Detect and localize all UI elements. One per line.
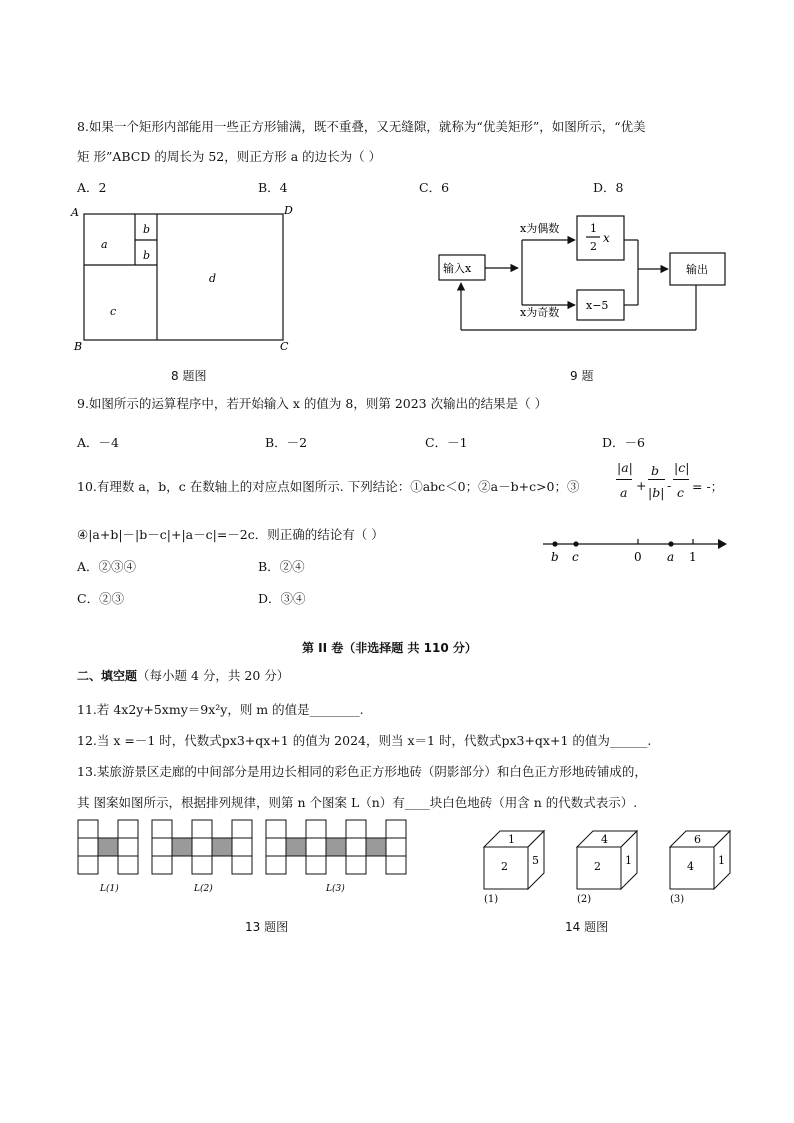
flow-half-denominator: 2 [590, 240, 597, 253]
flow-input-label: 输入x [443, 262, 472, 275]
corner-a-label: A [71, 206, 79, 219]
q10-frac2-bar [648, 479, 665, 480]
q9-option-c: C．－1 [425, 435, 468, 450]
flow-minus5-label: x−5 [586, 299, 609, 312]
point-one-label: 1 [689, 550, 697, 564]
q10-frac1-bar [616, 479, 632, 480]
q10-line1: 10.有理数 a，b，c 在数轴上的对应点如图所示. 下列结论：①abc＜0；②a－b+c>0；③ [77, 479, 580, 494]
q10-option-c: C．②③ [77, 591, 125, 606]
flow-output-label: 输出 [686, 263, 708, 276]
q8-option-a: A．2 [77, 180, 107, 195]
pattern-l1-label: L(1) [100, 884, 119, 894]
cube1-side-number: 5 [532, 854, 539, 867]
q10-line2: ④|a+b|－|b－c|+|a－c|=－2c．则正确的结论有（ ） [77, 527, 384, 542]
q9-option-d: D．－6 [602, 435, 645, 450]
q9-figure-caption: 9 题 [570, 369, 594, 383]
q9-option-a: A．－4 [77, 435, 119, 450]
section2-heading: 二、填空题 [77, 669, 138, 683]
corner-b-label: B [74, 340, 83, 353]
cube2-front-number: 2 [594, 860, 601, 873]
q10-frac3-den: c [677, 485, 685, 500]
q10-number-line [538, 532, 730, 568]
q10-frac2-num: b [651, 463, 660, 478]
square-c-label: c [110, 305, 117, 318]
q8-option-d: D．8 [593, 180, 624, 195]
point-zero-label: 0 [634, 550, 642, 564]
cube3-label: (3) [670, 894, 685, 905]
q8-option-b: B．4 [258, 180, 288, 195]
q9-option-b: B．－2 [265, 435, 308, 450]
q10-frac2-den: |b| [648, 485, 665, 500]
q9-text: 9.如图所示的运算程序中，若开始输入 x 的值为 8，则第 2023 次输出的结果是（ ） [77, 396, 548, 411]
cube3-side-number: 1 [718, 854, 725, 867]
cube2-label: (2) [577, 894, 592, 905]
q10-option-d: D．③④ [258, 591, 306, 606]
flow-half-variable: x [603, 231, 610, 245]
q10-plus: + [636, 478, 647, 493]
flow-odd-label: x为奇数 [520, 306, 560, 319]
q9-flowchart-figure [430, 208, 740, 338]
q8-line2: 矩 形”ABCD 的周长为 52，则正方形 a 的边长为（ ） [77, 149, 382, 164]
pattern-l2-label: L(2) [194, 884, 213, 894]
q8-figure-caption: 8 题图 [171, 369, 207, 383]
point-c-label: c [572, 550, 579, 564]
section2-heading-row [77, 666, 289, 684]
q13-line2: 其 图案如图所示，根据排列规律，则第 n 个图案 L（n）有____块白色地砖（用含 n 的代数式表示）. [77, 795, 638, 810]
q10-frac3-num: |c| [674, 460, 690, 475]
q13-figure-caption: 13 题图 [245, 920, 289, 934]
cube1-front-number: 2 [501, 860, 508, 873]
square-b1-label: b [143, 223, 151, 236]
cube2-top-number: 4 [601, 833, 608, 846]
square-a-label: a [101, 238, 108, 251]
q10-frac1-num: |a| [617, 460, 633, 475]
q11-text: 11.若 4x2y+5xmy＝9x²y，则 m 的值是________. [77, 702, 364, 717]
flow-half-numerator: 1 [590, 222, 597, 235]
q10-option-a: A．②③④ [77, 559, 137, 574]
q10-frac1-den: a [620, 485, 628, 500]
flow-even-label: x为偶数 [520, 222, 560, 235]
q8-option-c: C．6 [419, 180, 450, 195]
cube3-top-number: 6 [694, 833, 701, 846]
q8-rectangle-figure [65, 200, 305, 360]
corner-c-label: C [280, 340, 289, 353]
q13-tile-figure [74, 815, 410, 897]
q14-figure-caption: 14 题图 [565, 920, 609, 934]
section2-heading-note: （每小题 4 分，共 20 分） [137, 668, 290, 683]
square-b2-label: b [143, 249, 151, 262]
q12-text: 12.当 x =－1 时，代数式px3+qx+1 的值为 2024，则当 x＝1 时，代数式px3+qx+1 的值为______. [77, 733, 652, 748]
q14-cubes-figure [470, 823, 740, 905]
pattern-l3-label: L(3) [326, 884, 345, 894]
corner-d-label: D [284, 204, 293, 217]
q10-frac3-bar [673, 479, 689, 480]
point-a-label: a [667, 550, 675, 564]
square-d-label: d [209, 272, 217, 285]
cube1-top-number: 1 [508, 833, 515, 846]
q10-option-b: B．②④ [258, 559, 305, 574]
q10-minus: - [667, 478, 672, 493]
point-b-label: b [551, 550, 559, 564]
section2-title: 第 II 卷（非选择题 共 110 分） [302, 641, 477, 655]
q13-line1: 13.某旅游景区走廊的中间部分是用边长相同的彩色正方形地砖（阴影部分）和白色正方形地砖铺成的， [77, 764, 647, 779]
cube1-label: (1) [484, 894, 499, 905]
q8-line1: 8.如果一个矩形内部能用一些正方形铺满，既不重叠，又无缝隙，就称为“优美矩形”，如图所示，“优美 [77, 119, 646, 134]
cube2-side-number: 1 [625, 854, 632, 867]
cube3-front-number: 4 [687, 860, 694, 873]
q10-line1-end: = -； [692, 479, 724, 494]
